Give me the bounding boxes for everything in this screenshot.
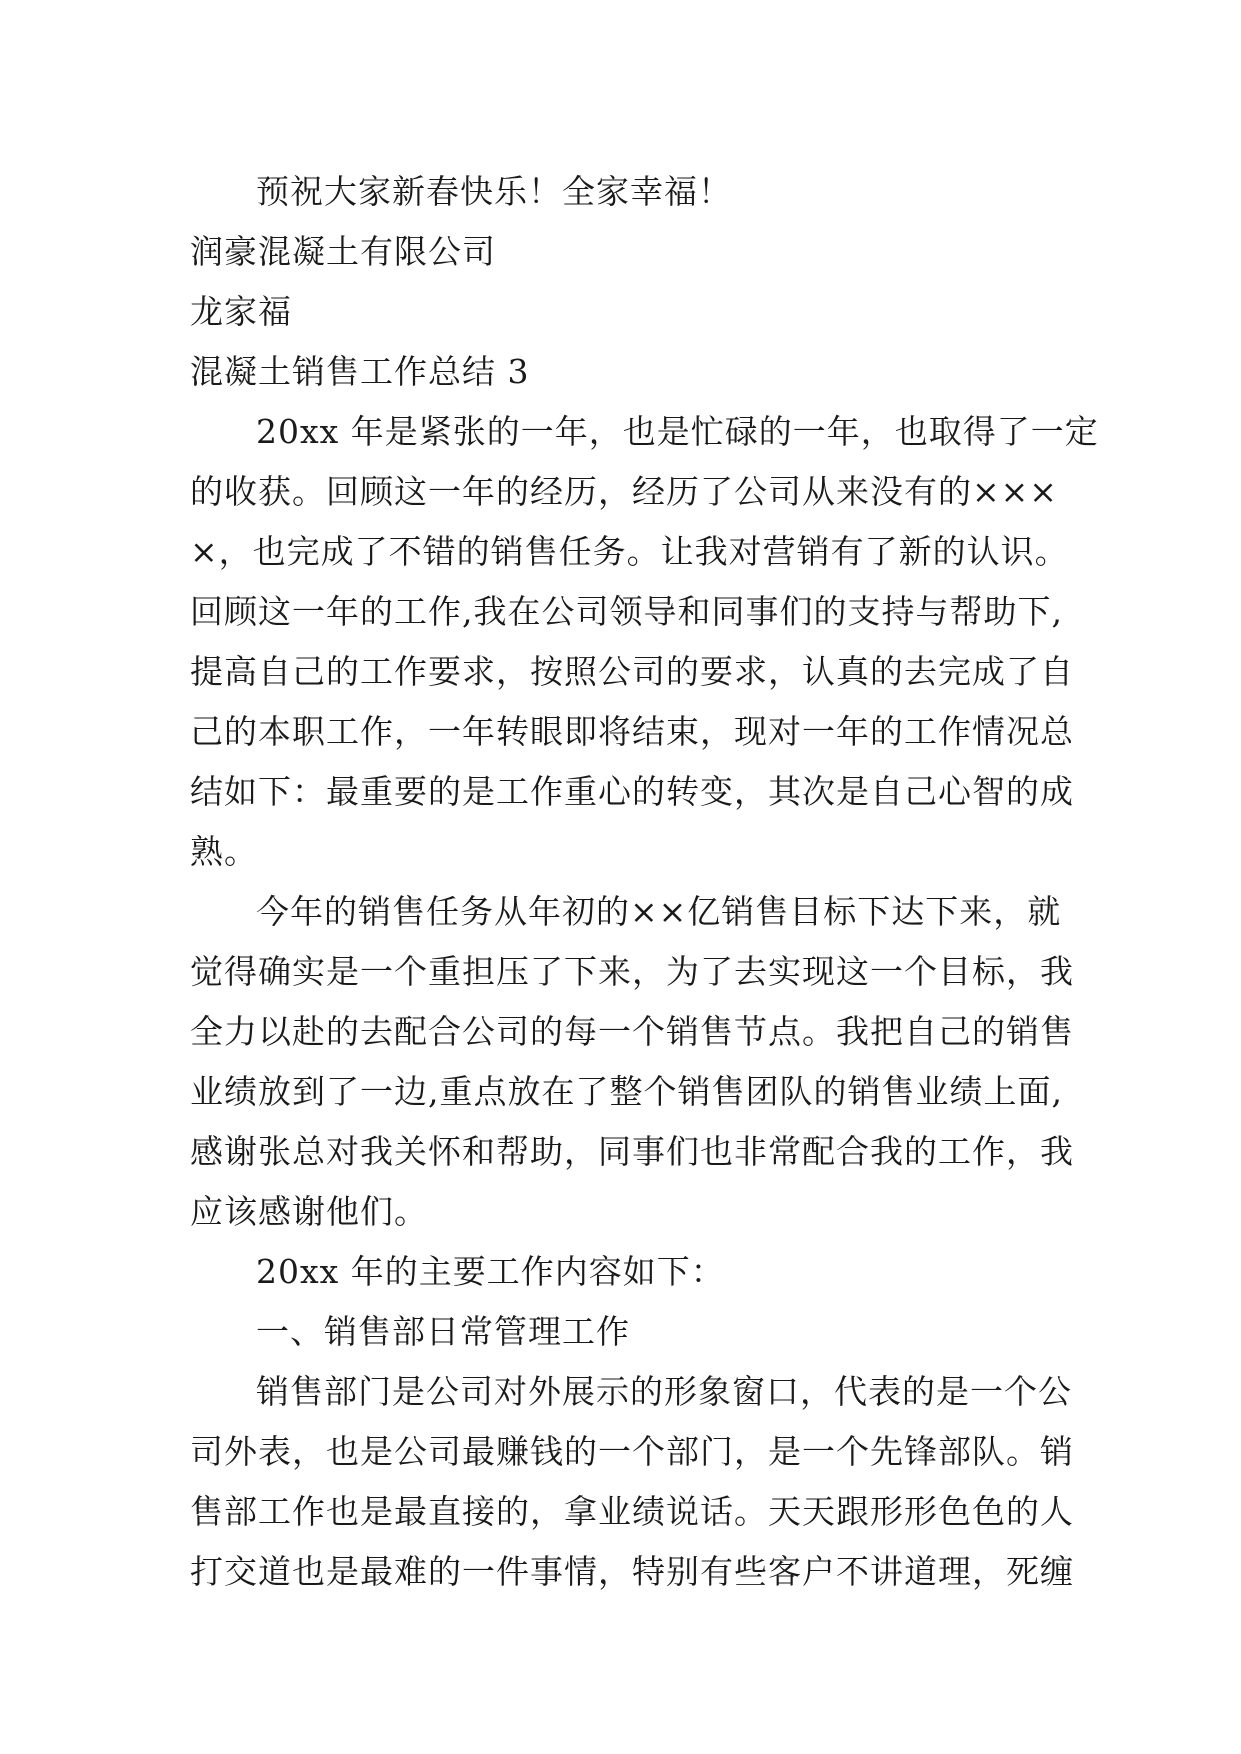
paragraph-line: 的收获。回顾这一年的经历，经历了公司从来没有的×××	[190, 472, 1058, 511]
paragraph-line: 结如下：最重要的是工作重心的转变，其次是自己心智的成	[190, 772, 1074, 811]
paragraph-line: 应该感谢他们。	[190, 1192, 428, 1231]
paragraph-3	[190, 1362, 1074, 1602]
paragraph-line: 司外表，也是公司最赚钱的一个部门，是一个先锋部队。销	[190, 1432, 1074, 1471]
paragraph-line: 打交道也是最难的一件事情，特别有些客户不讲道理，死缠	[190, 1552, 1074, 1591]
paragraph-1	[190, 402, 1099, 882]
paragraph-line: 销售部门是公司对外展示的形象窗口，代表的是一个公	[256, 1372, 1072, 1411]
paragraph-line: 售部工作也是最直接的，拿业绩说话。天天跟形形色色的人	[190, 1492, 1074, 1531]
paragraph-line: 己的本职工作，一年转眼即将结束，现对一年的工作情况总	[190, 712, 1074, 751]
paragraph-line: 全力以赴的去配合公司的每一个销售节点。我把自己的销售	[190, 1012, 1074, 1051]
paragraph-line: 熟。	[190, 832, 258, 871]
paragraph-line: 觉得确实是一个重担压了下来，为了去实现这一个目标，我	[190, 952, 1074, 991]
section-heading: 一、销售部日常管理工作	[256, 1312, 630, 1351]
company-name: 润豪混凝土有限公司	[190, 232, 496, 271]
intro-line: 20xx 年的主要工作内容如下：	[256, 1252, 725, 1291]
greeting-line: 预祝大家新春快乐！全家幸福！	[256, 172, 732, 211]
paragraph-line: 今年的销售任务从年初的××亿销售目标下达下来，就	[256, 892, 1062, 931]
paragraph-line: 感谢张总对我关怀和帮助，同事们也非常配合我的工作，我	[190, 1132, 1074, 1171]
paragraph-line: ×，也完成了不错的销售任务。让我对营销有了新的认识。	[190, 532, 1069, 571]
paragraph-line: 20xx 年是紧张的一年，也是忙碌的一年，也取得了一定	[256, 412, 1099, 451]
paragraph-line: 业绩放到了一边,重点放在了整个销售团队的销售业绩上面,	[190, 1072, 1063, 1111]
author-name: 龙家福	[190, 292, 292, 331]
paragraph-line: 提高自己的工作要求，按照公司的要求，认真的去完成了自	[190, 652, 1074, 691]
document-page	[190, 162, 1099, 1602]
paragraph-line: 回顾这一年的工作,我在公司领导和同事们的支持与帮助下,	[190, 592, 1063, 631]
document-title: 混凝土销售工作总结 3	[190, 352, 530, 391]
paragraph-2	[190, 882, 1074, 1242]
